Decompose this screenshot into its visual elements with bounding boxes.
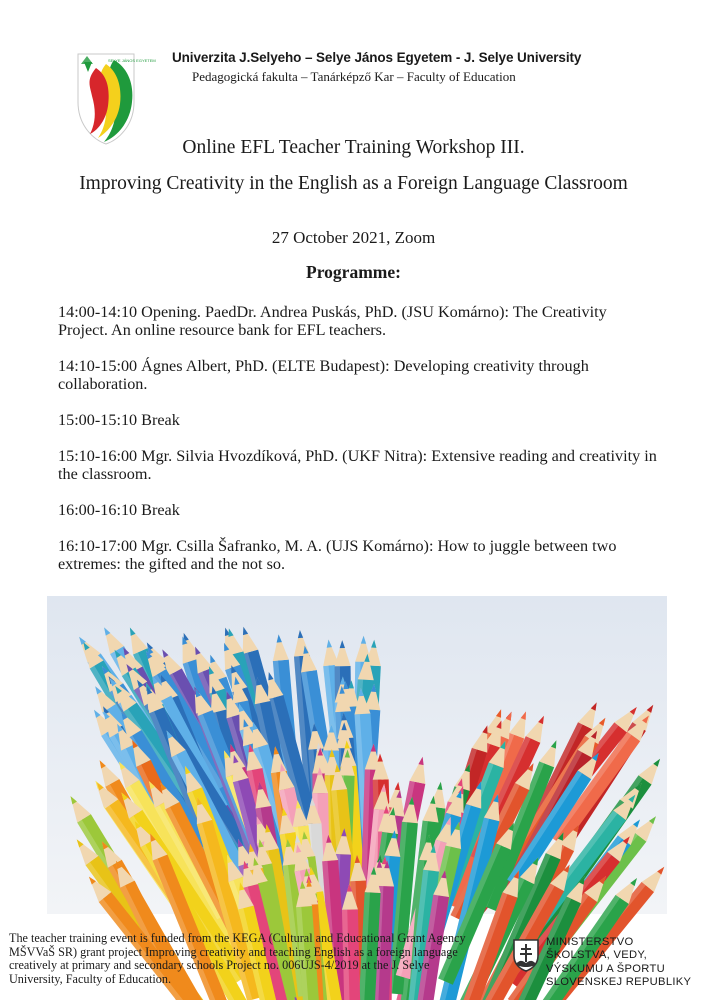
programme-item: 14:10-15:00 Ágnes Albert, PhD. (ELTE Budapest): Developing creativity through collaboration. xyxy=(58,357,589,393)
event-subtitle: Improving Creativity in the English as a Foreign Language Classroom xyxy=(79,173,628,194)
programme-item: 15:00-15:10 Break xyxy=(58,411,180,429)
programme-item: 16:10-17:00 Mgr. Csilla Šafranko, M. A. (UJS Komárno): How to juggle between two extremes: the gifted and the not so. xyxy=(58,537,617,573)
selye-university-logo-icon xyxy=(74,50,156,146)
slovak-coat-of-arms-icon xyxy=(512,938,540,972)
event-date: 27 October 2021, Zoom xyxy=(271,228,436,247)
faculty-name: Pedagogická fakulta – Tanárképző Kar – Faculty of Education xyxy=(192,69,516,84)
funding-note: The teacher training event is funded from the KEGA (Cultural and Educational Grant Agency MŠVVaŠ SR) grant project Improving creativity and teaching English as a foreign language creatively at primary and secondary schools Project no. 006UJS-4/2019 at the J. Selye University, Faculty of Education. xyxy=(9,931,466,986)
ministry-line: VÝSKUMU A ŠPORTU xyxy=(546,962,665,975)
ministry-logo xyxy=(512,936,702,996)
svg-text:SELYE JÁNOS EGYETEM: SELYE JÁNOS EGYETEM xyxy=(108,58,156,63)
event-title: Online EFL Teacher Training Workshop III. xyxy=(182,137,525,158)
programme-item: 14:00-14:10 Opening. PaedDr. Andrea Puskás, PhD. (JSU Komárno): The Creativity Project. An online resource bank for EFL teachers. xyxy=(58,303,607,339)
ministry-line: SLOVENSKEJ REPUBLIKY xyxy=(546,976,692,989)
university-name: Univerzita J.Selyeho – Selye János Egyetem - J. Selye University xyxy=(172,50,582,65)
programme-heading: Programme: xyxy=(306,262,401,282)
programme-item: 16:00-16:10 Break xyxy=(58,501,180,519)
ministry-line: MINISTERSTVO xyxy=(546,936,634,948)
programme-item: 15:10-16:00 Mgr. Silvia Hvozdíková, PhD. (UKF Nitra): Extensive reading and creativity in the classroom. xyxy=(58,447,657,483)
ministry-line: ŠKOLSTVA, VEDY, xyxy=(546,949,648,962)
programme-list xyxy=(58,303,658,591)
colored-pencils-photo xyxy=(47,596,667,914)
